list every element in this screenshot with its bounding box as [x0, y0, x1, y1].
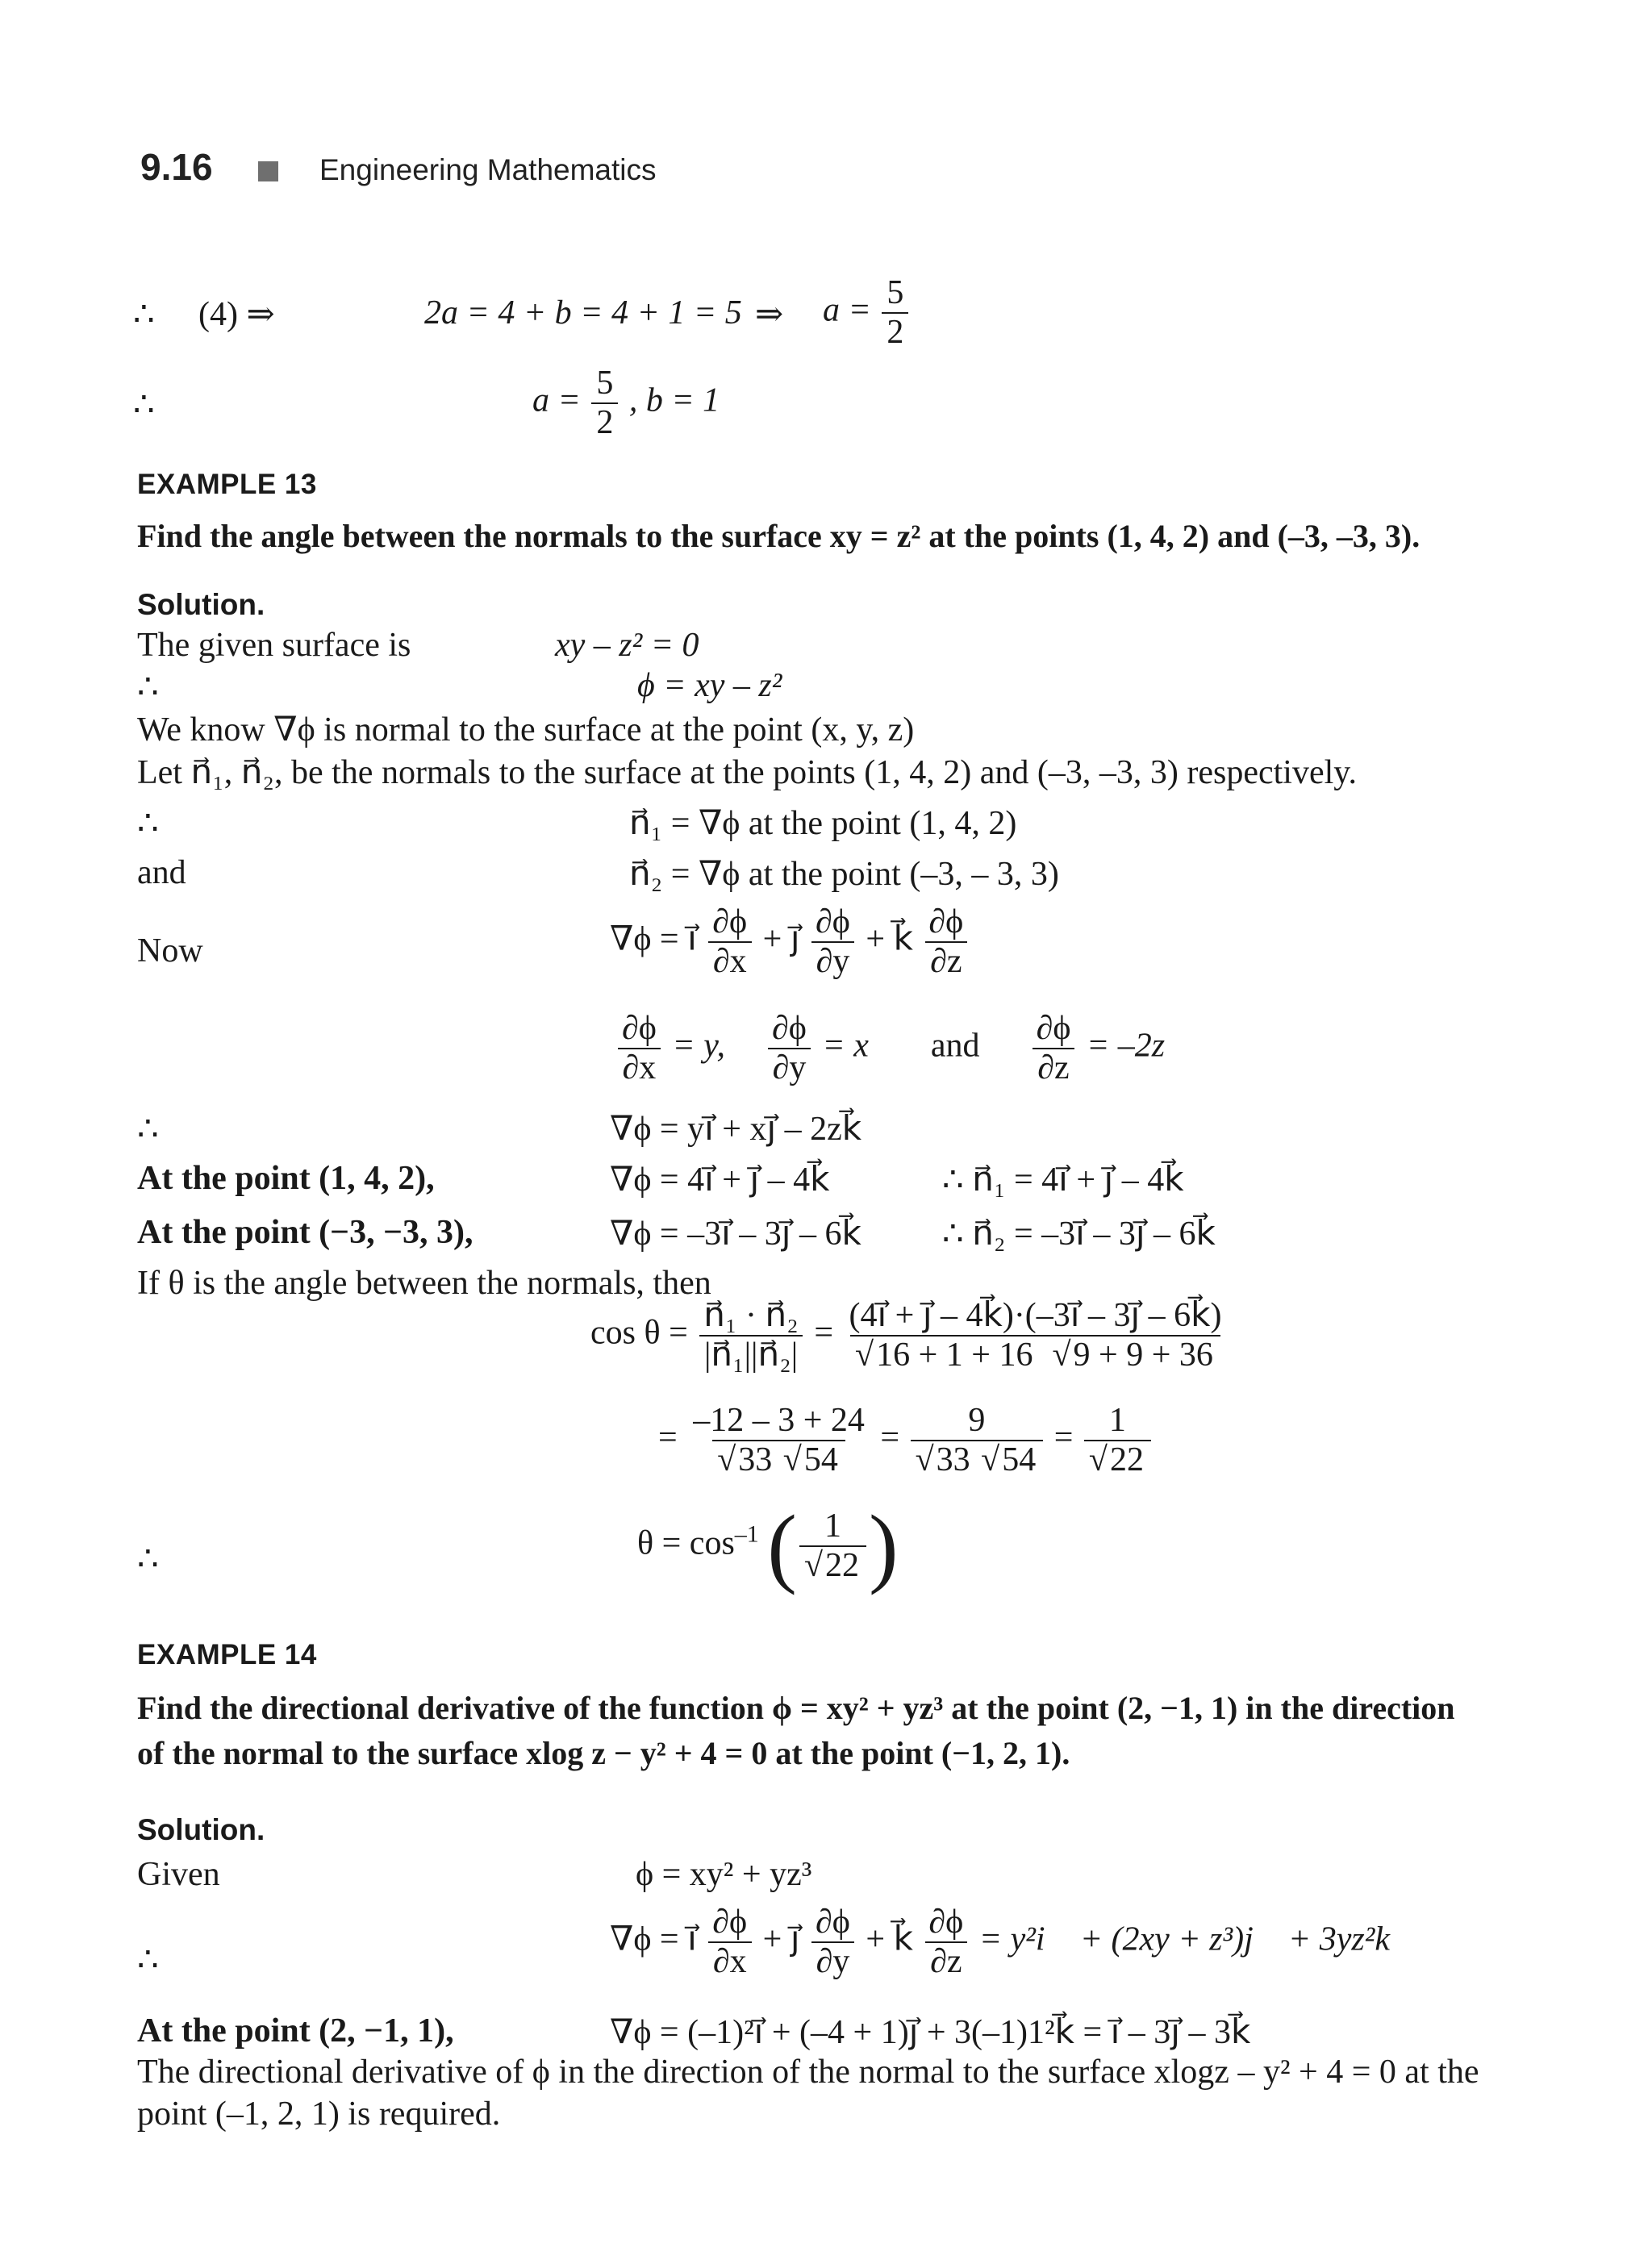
solution-label: Solution. [137, 588, 265, 621]
gradient-result: ∇ϕ = yi⃗ + xj⃗ – 2zk⃗ [610, 1111, 862, 1148]
equation-line [424, 294, 742, 332]
surface-equation-text: xy – z² = 0 [555, 627, 699, 664]
example-13-heading: EXAMPLE 13 [137, 469, 317, 500]
fraction-denominator: ∂z [925, 1941, 966, 1981]
page-number: 9.16 [140, 146, 213, 188]
fraction-numerator: 1 [1108, 1402, 1126, 1439]
fraction-numerator: ∂ϕ [622, 1010, 657, 1047]
fraction-numerator: –12 – 3 + 24 [693, 1402, 865, 1439]
fraction-numerator: (4i⃗ + j⃗ – 4k⃗)·(–3i⃗ – 3j⃗ – 6k⃗) [849, 1297, 1222, 1334]
fraction-numerator: n⃗₁ · n⃗₂ [703, 1297, 799, 1334]
fraction-denominator: √33 √54 [911, 1440, 1044, 1479]
point-label: At the point (2, −1, 1), [137, 2012, 454, 2050]
fraction [1084, 1402, 1151, 1479]
result-line [532, 365, 720, 442]
point-gradient: ∇ϕ = (–1)²i⃗ + (–4 + 1)j⃗ + 3(–1)1²k⃗ = i⃗ – 3j⃗ – 3k⃗ [610, 2014, 1251, 2051]
example-14-question-line-2: of the normal to the surface xlog z − y² + 4 = 0 at the point (−1, 2, 1). [137, 1735, 1070, 1771]
fraction-numerator: ∂ϕ [816, 903, 850, 940]
fraction-denominator: 2 [882, 312, 908, 352]
point-2-label: At the point (−3, −3, 3), [137, 1214, 473, 1251]
fraction [767, 1010, 811, 1087]
fraction-denominator: |n⃗₁||n⃗₂| [699, 1335, 803, 1374]
theta-cos: θ = cos [637, 1524, 735, 1562]
given-surface-text: The given surface is [137, 627, 411, 664]
fraction-denominator: ∂z [925, 941, 966, 981]
fraction-denominator: ∂x [708, 1941, 752, 1981]
cos-theta-formula [590, 1297, 1229, 1374]
equals-minus-2z: = –2z [1086, 1027, 1166, 1065]
header-square-icon [258, 161, 278, 181]
fraction-denominator: ∂x [708, 941, 752, 981]
fraction-numerator: ∂ϕ [928, 903, 964, 940]
normals-definition: Let n⃗₁, n⃗₂, be the normals to the surface at the points (1, 4, 2) and (–3, –3, 3) respectively. [137, 754, 1358, 791]
and-label: and [137, 854, 186, 891]
a-equals-line [823, 274, 911, 352]
example-14-question-line-1: Find the directional derivative of the function ϕ = xy² + yz³ at the point (2, −1, 1) in the direction [137, 1690, 1455, 1726]
fraction-numerator: 5 [886, 274, 904, 311]
therefore-symbol: ∴ [137, 805, 159, 842]
equals: = [880, 1419, 900, 1457]
theta-result: $\theta = \cos^{-1}$ ( $\frac{1}{√22}$ ) [637, 1497, 899, 1595]
n2-definition: n⃗₂ = ∇ϕ at the point (–3, – 3, 3) [629, 856, 1059, 893]
gradient-normal-statement: We know ∇ϕ is normal to the surface at the point (x, y, z) [137, 711, 915, 749]
fraction [811, 1904, 855, 1981]
fraction-numerator: ∂ϕ [816, 1904, 850, 1941]
fraction [707, 1904, 752, 1981]
solution-label: Solution. [137, 1813, 265, 1846]
point-2-gradient: ∇ϕ = –3i⃗ – 3j⃗ – 6k⃗ [610, 1216, 861, 1253]
therefore-symbol: ∴ [137, 1941, 159, 1979]
fraction-numerator: 9 [968, 1402, 986, 1439]
fraction-numerator: 1 [824, 1507, 841, 1545]
radicand: 33 [736, 1440, 774, 1478]
equation-reference: (4) ⇒ [198, 296, 275, 333]
b-equals: , b = 1 [628, 382, 720, 419]
equals-x: = x [822, 1027, 869, 1065]
fraction-numerator: ∂ϕ [772, 1010, 807, 1047]
radicand: 22 [1108, 1440, 1146, 1478]
phi-definition [637, 666, 782, 705]
radicand: 22 [823, 1545, 861, 1584]
fraction-denominator: ∂x [618, 1048, 661, 1087]
a-equals: a = [532, 382, 581, 419]
fraction-denominator: √22 [799, 1545, 866, 1585]
cos-theta-lhs: cos θ = [590, 1314, 688, 1352]
equation-text: 2a = 4 + b = 4 + 1 = 5 [424, 294, 742, 332]
given-label: Given [137, 1856, 220, 1893]
fraction [707, 903, 752, 981]
fraction-denominator: ∂y [811, 941, 855, 981]
therefore-symbol: ∴ [133, 296, 155, 333]
and-word: and [930, 1027, 980, 1065]
phi-definition-text: ϕ = xy – z² [637, 667, 782, 704]
fraction [924, 903, 968, 981]
conclusion-line-1: The directional derivative of ϕ in the direction of the normal to the surface xlogz – y² + 4 = 0 at the [137, 2054, 1479, 2091]
fraction-numerator: ∂ϕ [928, 1904, 964, 1941]
fraction [591, 365, 618, 442]
fraction-numerator: ∂ϕ [1036, 1010, 1071, 1047]
equals: = [814, 1314, 833, 1352]
fraction [699, 1297, 803, 1374]
point-1-label: At the point (1, 4, 2), [137, 1160, 435, 1197]
fraction-denominator: ∂z [1032, 1048, 1074, 1087]
plus-j: + j⃗ [762, 1920, 800, 1958]
fraction [811, 903, 855, 981]
equals: = [1053, 1419, 1074, 1457]
example-13-question: Find the angle between the normals to the surface xy = z² at the points (1, 4, 2) and (–3, –3, 3). [137, 518, 1420, 554]
plus-j: + j⃗ [762, 920, 800, 958]
conclusion-line-2: point (–1, 2, 1) is required. [137, 2095, 501, 2133]
fraction [688, 1402, 870, 1479]
equals: = [658, 1419, 678, 1457]
radicand: 16 + 1 + 16 [874, 1335, 1035, 1374]
gradient-rhs: = y²i⃗ + (2xy + z³)j⃗ + 3yz²k⃗ [978, 1920, 1416, 1958]
fraction-denominator: ∂y [768, 1048, 811, 1087]
gradient-lhs: ∇ϕ = i⃗ [610, 1920, 697, 1958]
gradient-formula [610, 1904, 1416, 1981]
fraction [799, 1507, 866, 1585]
inverse-superscript: –1 [734, 1520, 759, 1548]
therefore-symbol: ∴ [137, 1111, 159, 1148]
implies-symbol: ⇒ [755, 296, 784, 333]
n1-result: ∴ n⃗₁ = 4i⃗ + j⃗ – 4k⃗ [942, 1161, 1184, 1199]
therefore-symbol: ∴ [137, 1541, 159, 1578]
gradient-formula [610, 903, 970, 981]
fraction-numerator: ∂ϕ [712, 903, 748, 940]
radicand: 54 [802, 1440, 841, 1478]
therefore-symbol: ∴ [137, 669, 159, 706]
therefore-symbol: ∴ [133, 386, 155, 423]
fraction-denominator: √16 + 1 + 16 √9 + 9 + 36 [850, 1335, 1220, 1374]
fraction [1032, 1010, 1076, 1087]
fraction [911, 1402, 1044, 1479]
plus-k: + k⃗ [866, 920, 913, 958]
equals-y: = y, [672, 1027, 726, 1065]
angle-statement: If θ is the angle between the normals, then [137, 1265, 711, 1302]
surface-equation [555, 626, 699, 665]
fraction [882, 274, 908, 352]
cos-theta-simplification [658, 1402, 1153, 1479]
radicand: 54 [999, 1440, 1038, 1478]
radicand: 33 [934, 1440, 973, 1478]
partial-derivatives [615, 1010, 1165, 1087]
fraction-denominator: ∂y [811, 1941, 855, 1981]
n2-result: ∴ n⃗₂ = –3i⃗ – 3j⃗ – 6k⃗ [942, 1216, 1216, 1253]
n1-definition: n⃗₁ = ∇ϕ at the point (1, 4, 2) [629, 805, 1017, 842]
radicand: 9 + 9 + 36 [1071, 1335, 1216, 1374]
plus-k: + k⃗ [866, 1920, 913, 1958]
fraction [924, 1904, 968, 1981]
book-title: Engineering Mathematics [319, 153, 657, 186]
now-label: Now [137, 932, 203, 970]
gradient-lhs: ∇ϕ = i⃗ [610, 920, 697, 958]
example-14-heading: EXAMPLE 14 [137, 1639, 317, 1670]
fraction-denominator: 2 [591, 402, 618, 442]
fraction [845, 1297, 1227, 1374]
phi-definition: ϕ = xy² + yz³ [636, 1856, 812, 1893]
fraction-denominator: √22 [1084, 1440, 1151, 1479]
fraction-numerator: 5 [596, 365, 614, 402]
fraction [617, 1010, 661, 1087]
fraction-numerator: ∂ϕ [712, 1904, 748, 1941]
a-equals: a = [823, 291, 871, 329]
point-1-gradient: ∇ϕ = 4i⃗ + j⃗ – 4k⃗ [610, 1161, 830, 1199]
fraction-denominator: √33 √54 [712, 1440, 845, 1479]
